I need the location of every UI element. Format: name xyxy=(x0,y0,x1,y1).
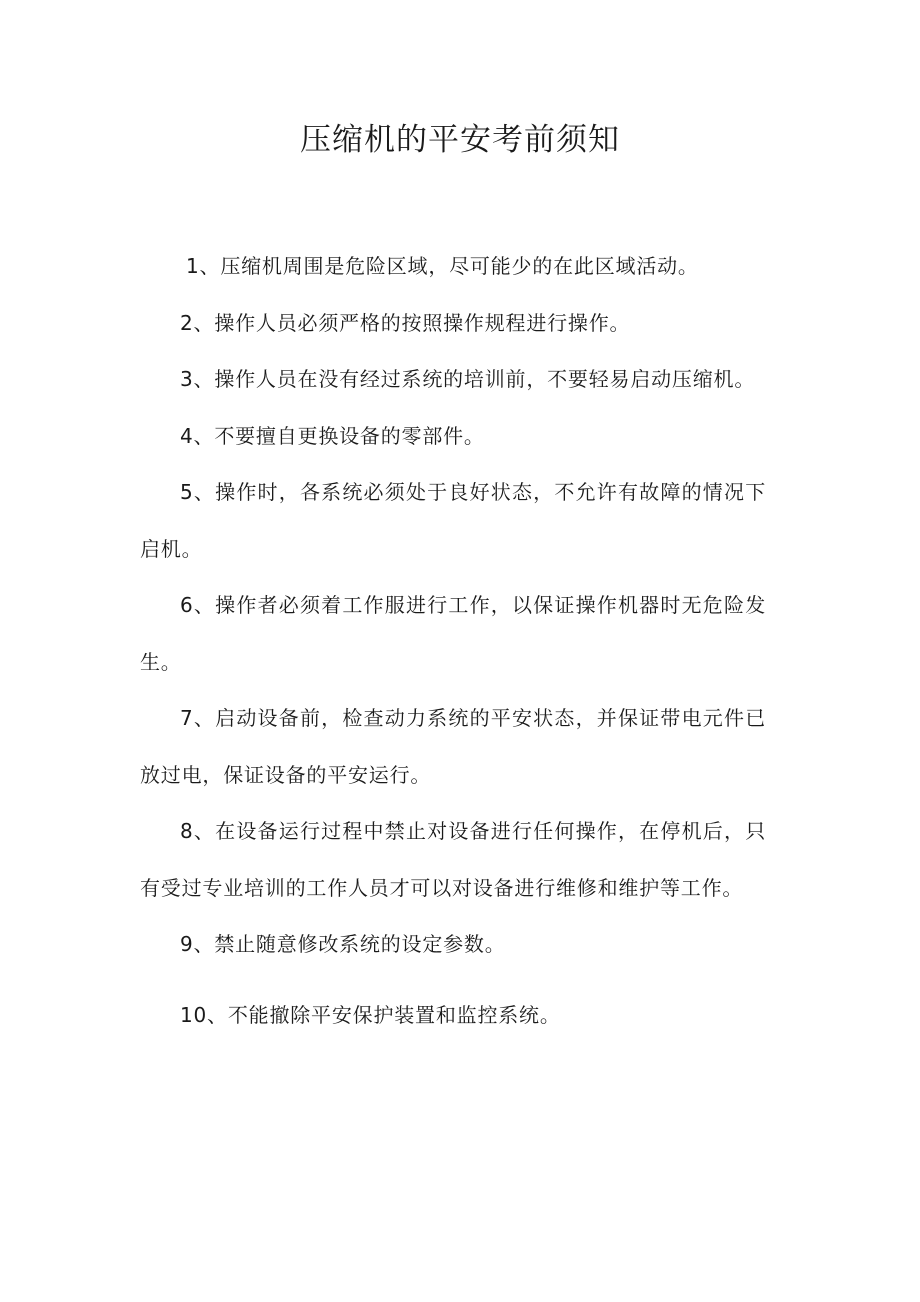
list-item-10: 10、不能撤除平安保护装置和监控系统。 xyxy=(180,1002,561,1027)
list-item-6: 6、操作者必须着工作服进行工作，以保证操作机器时无危险发生。 xyxy=(140,593,766,674)
document-body xyxy=(140,238,766,1043)
list-item-1: 1、压缩机周围是危险区域，尽可能少的在此区域活动。 xyxy=(186,254,699,278)
list-item-5: 5、操作时，各系统必须处于良好状态，不允许有故障的情况下启机。 xyxy=(140,480,766,561)
list-item-3: 3、操作人员在没有经过系统的培训前，不要轻易启动压缩机。 xyxy=(180,367,756,391)
list-item-9: 9、禁止随意修改系统的设定参数。 xyxy=(180,932,506,956)
list-item-8: 8、在设备运行过程中禁止对设备进行任何操作，在停机后，只有受过专业培训的工作人员才可以对设备进行维修和维护等工作。 xyxy=(140,819,766,900)
list-item-2: 2、操作人员必须严格的按照操作规程进行操作。 xyxy=(180,310,631,335)
list-item-4: 4、不要擅自更换设备的零部件。 xyxy=(180,423,485,448)
document-title: 压缩机的平安考前须知 xyxy=(300,122,620,158)
list-item-7: 7、启动设备前，检查动力系统的平安状态，并保证带电元件已放过电，保证设备的平安运行。 xyxy=(140,706,766,787)
